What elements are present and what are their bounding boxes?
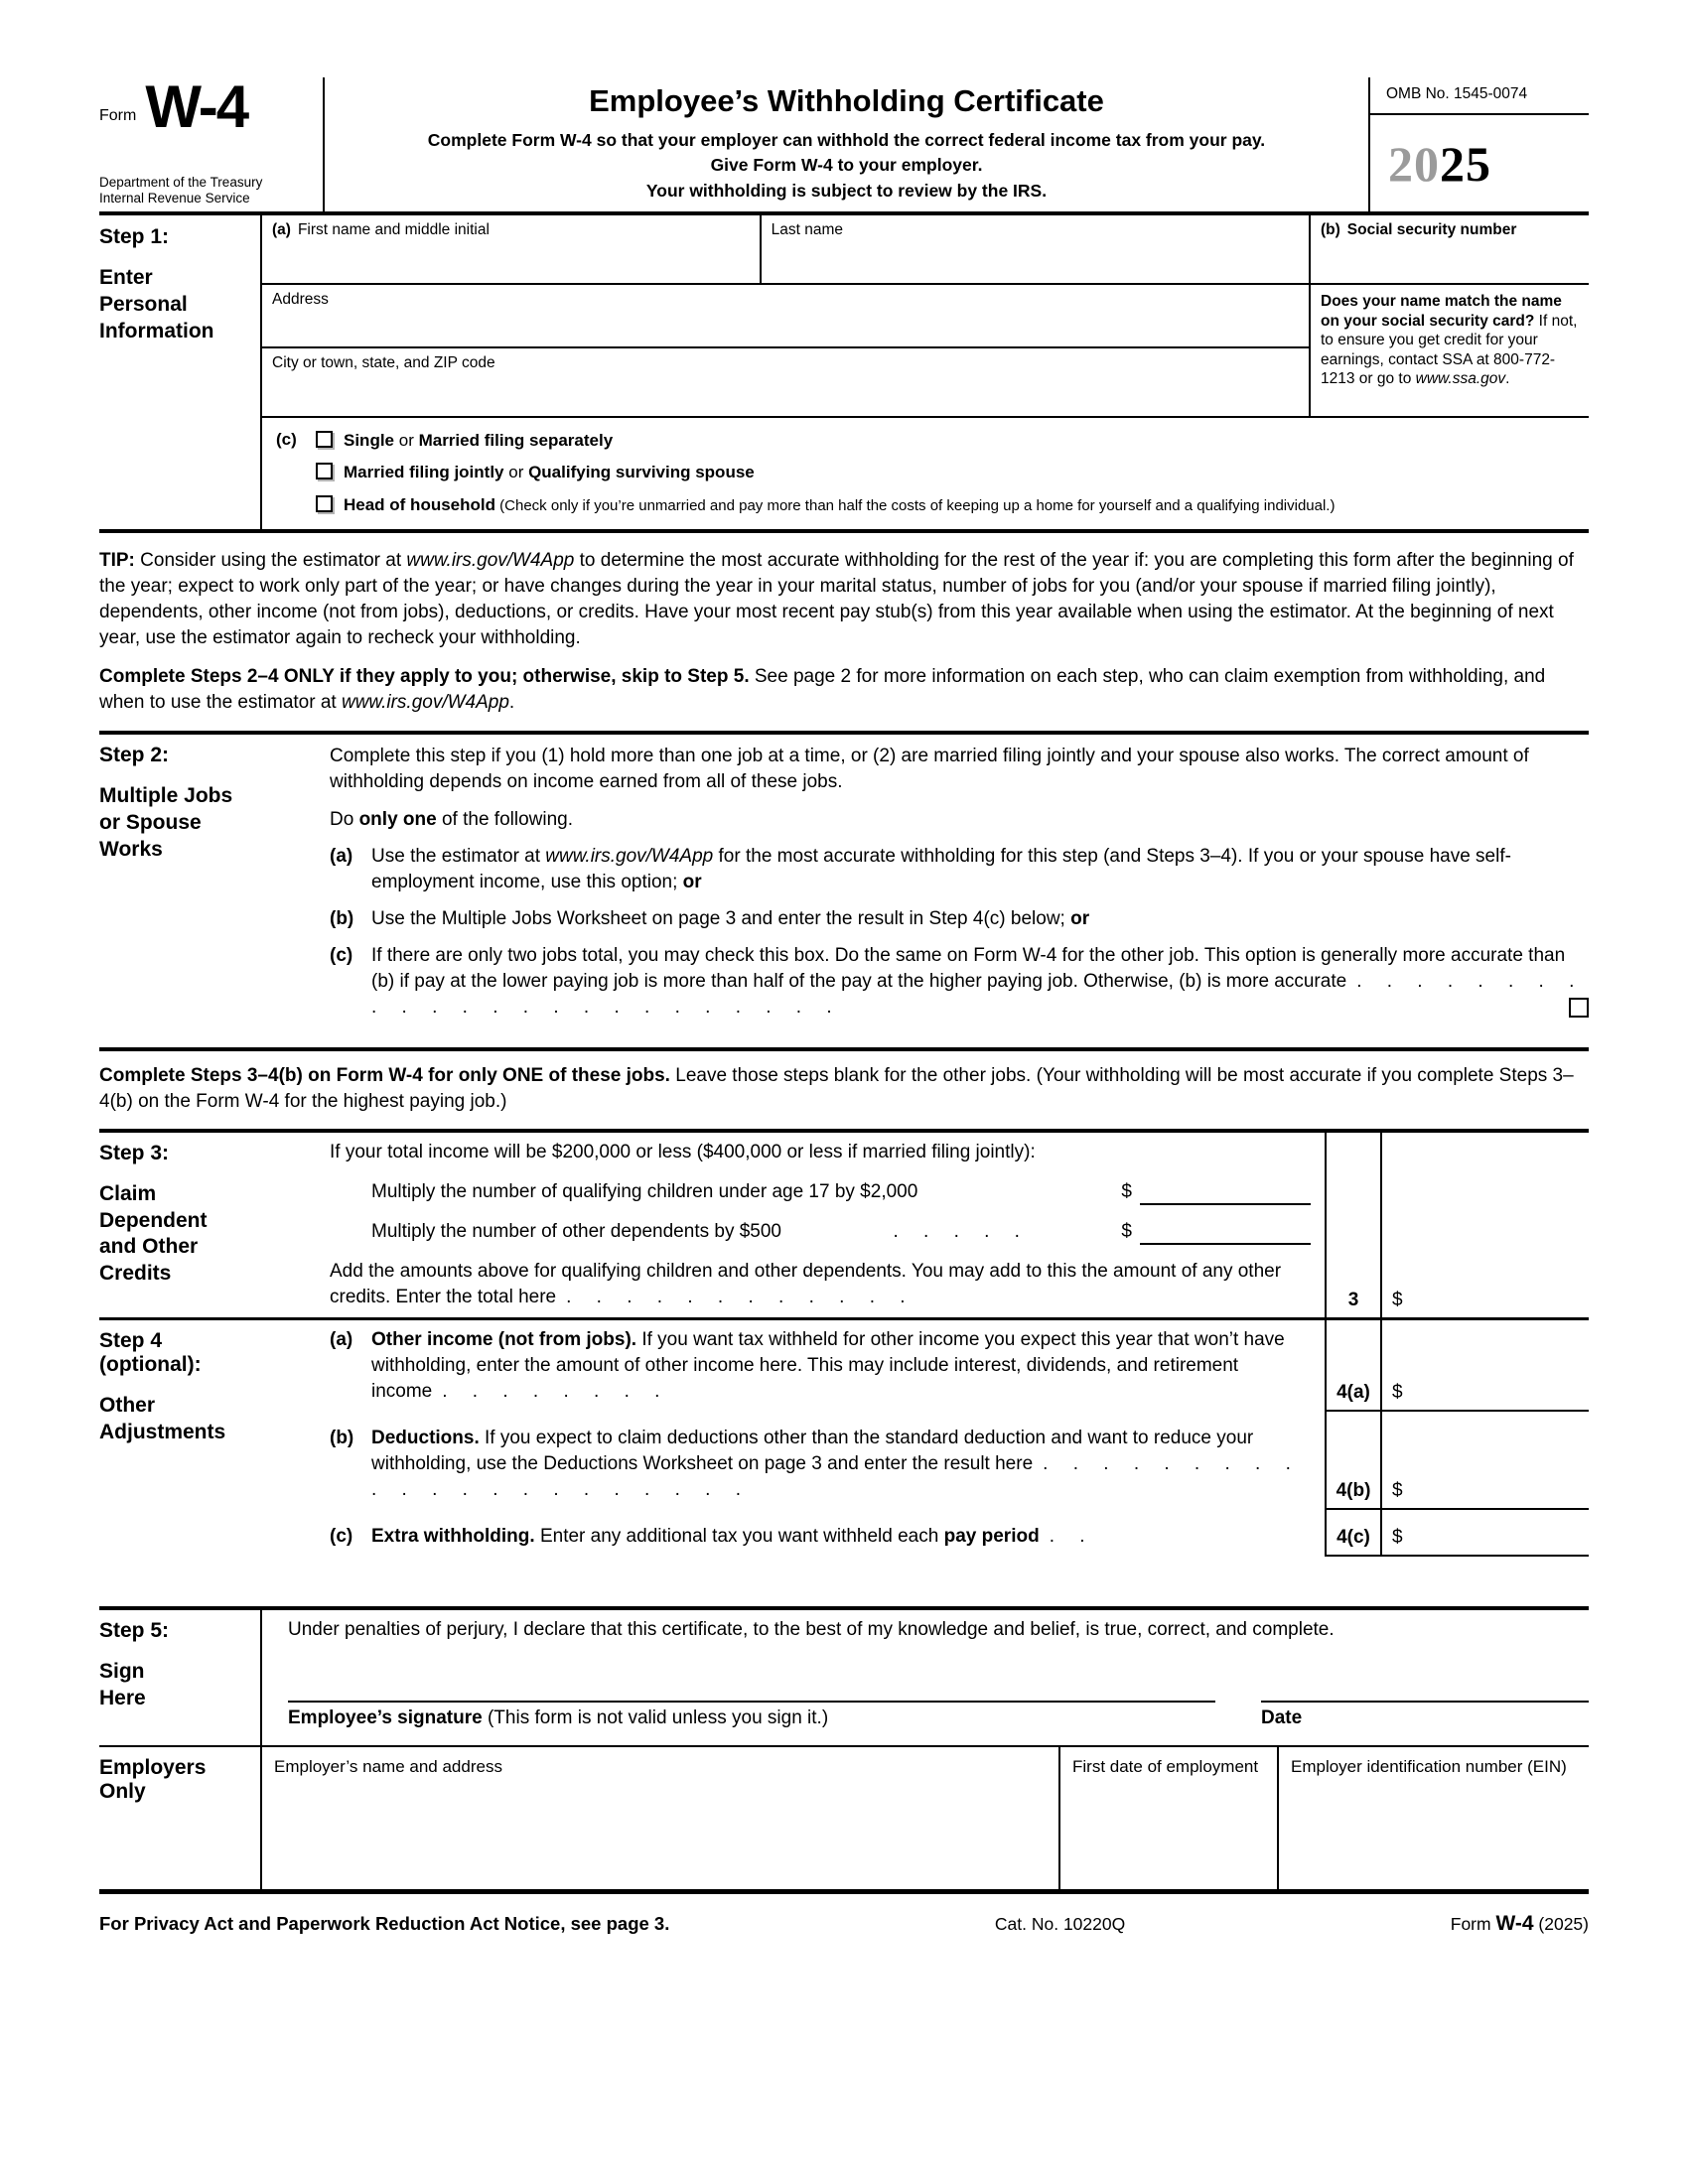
step4-rows bbox=[330, 1320, 1589, 1557]
form-subtitle-3: Your withholding is subject to review by the IRS. bbox=[645, 180, 1048, 201]
steps-3-4b-note bbox=[99, 1047, 1589, 1129]
line-3-number: 3 bbox=[1325, 1252, 1382, 1317]
agency-line-1: Department of the Treasury bbox=[99, 174, 263, 190]
item-c-text: If there are only two jobs total, you may check this box. Do the same on Form W-4 for the other job. This option is generally more accurate than (b) if pay at the lower paying job is more than half of the pay at the higher paying job. Otherwise, (b) is more accurate bbox=[371, 944, 1566, 992]
line-3-amount-field[interactable] bbox=[1382, 1252, 1589, 1317]
step4-c-body: Enter any additional tax you want withheld each bbox=[534, 1525, 944, 1547]
personal-info-fields bbox=[262, 215, 1309, 416]
tip-text-pre: Consider using the estimator at bbox=[134, 550, 407, 572]
step4-b-dot-leader: . . . . . . . . . . . . . . . . . . . . . . bbox=[371, 1452, 1291, 1500]
signature-area[interactable] bbox=[288, 1649, 1215, 1701]
step4-a-text-block bbox=[330, 1320, 1325, 1412]
filing-option-married-jointly-label bbox=[344, 462, 755, 482]
last-name-label: Last name bbox=[771, 221, 844, 239]
employers-only-label-column bbox=[99, 1747, 262, 1889]
step3-section bbox=[99, 1129, 1589, 1320]
name-row bbox=[262, 215, 1309, 285]
line-4b-amount-field[interactable] bbox=[1382, 1412, 1589, 1510]
line-3-currency: $ bbox=[1392, 1289, 1403, 1310]
first-date-of-employment-label: First date of employment bbox=[1072, 1756, 1259, 1776]
filing-option-single bbox=[316, 430, 1589, 451]
step4-title: Other Adjustments bbox=[99, 1393, 226, 1443]
employers-only-section bbox=[99, 1745, 1589, 1894]
step4-row-c bbox=[330, 1510, 1589, 1557]
dependents-credit-row bbox=[330, 1212, 1325, 1252]
step4-b-item bbox=[330, 1426, 1311, 1503]
step2-do-only-one bbox=[330, 807, 1589, 833]
w4app-link-item-a: www.irs.gov/W4App bbox=[545, 845, 714, 867]
children-credit-field[interactable] bbox=[1121, 1179, 1311, 1205]
step2-title: Multiple Jobs or Spouse Works bbox=[99, 784, 233, 862]
footer-form-year: (2025) bbox=[1538, 1913, 1589, 1934]
line-4c-amount-field[interactable] bbox=[1382, 1510, 1589, 1557]
step3-rows bbox=[330, 1133, 1589, 1317]
steps-3-4b-note-text: Leave those steps blank for the other jobs. (Your withholding will be most accurate if you complete Steps 3–4(b) on the Form W-4 for the highest paying job.) bbox=[99, 1064, 1574, 1112]
children-numcell bbox=[1325, 1172, 1382, 1212]
form-number: W-4 bbox=[145, 73, 248, 140]
step2-item-a-text bbox=[371, 844, 1589, 895]
step1-content bbox=[262, 215, 1589, 529]
signature-label-line bbox=[288, 1701, 1215, 1729]
form-id-block bbox=[99, 73, 323, 211]
year-suffix: 25 bbox=[1440, 135, 1491, 192]
line-4a-amount-field[interactable] bbox=[1382, 1320, 1589, 1412]
agency-lines bbox=[99, 175, 317, 206]
step2-item-b-text bbox=[371, 906, 1589, 932]
step4-a-text bbox=[371, 1327, 1311, 1405]
item-c-dot-leader: . . . . . . . . . . . . . . . . . . . . . . . . bbox=[371, 970, 1575, 1018]
two-jobs-checkbox[interactable] bbox=[1569, 998, 1589, 1018]
step3-title: Claim Dependent and Other Credits bbox=[99, 1181, 208, 1286]
step4-a-item bbox=[330, 1327, 1311, 1405]
address-label: Address bbox=[272, 291, 329, 309]
dependents-amtcell bbox=[1382, 1212, 1589, 1252]
step3-total-text-block bbox=[330, 1252, 1325, 1317]
step5-content bbox=[262, 1610, 1589, 1745]
step4-a-tag: (a) bbox=[330, 1328, 353, 1350]
single-label-bold-1: Single bbox=[344, 431, 395, 451]
single-label-regular: or bbox=[394, 431, 419, 451]
form-footer bbox=[99, 1894, 1589, 1954]
step3-total-dot-leader: . . . . . . . . . . . . bbox=[566, 1286, 906, 1307]
step2-label-column bbox=[99, 735, 330, 1030]
line-4b-number: 4(b) bbox=[1325, 1412, 1382, 1510]
signature-note: (This form is not valid unless you sign it.) bbox=[482, 1706, 829, 1728]
step3-row-children bbox=[330, 1172, 1589, 1212]
date-area[interactable] bbox=[1261, 1649, 1589, 1701]
step2-item-a-tag: (a) bbox=[330, 845, 353, 867]
step2-item-c bbox=[330, 943, 1589, 1021]
children-entry-line[interactable] bbox=[1140, 1201, 1311, 1205]
employer-name-address-label: Employer’s name and address bbox=[274, 1756, 502, 1776]
form-title: Employee’s Withholding Certificate bbox=[589, 83, 1104, 118]
head-of-household-checkbox[interactable] bbox=[316, 495, 333, 512]
tip-label: TIP: bbox=[99, 550, 135, 572]
filing-option-head-of-household bbox=[316, 494, 1589, 516]
item-b-text: Use the Multiple Jobs Worksheet on page 3 and enter the result in Step 4(c) below; bbox=[371, 907, 1071, 929]
children-amtcell bbox=[1382, 1172, 1589, 1212]
do-pre: Do bbox=[330, 808, 359, 830]
w4app-link-note: www.irs.gov/W4App bbox=[341, 692, 509, 714]
do-post: of the following. bbox=[436, 808, 574, 830]
ein-label: Employer identification number (EIN) bbox=[1291, 1756, 1567, 1776]
ein-field[interactable] bbox=[1279, 1747, 1589, 1889]
step3-intro-amtcell bbox=[1382, 1133, 1589, 1172]
privacy-act-notice: For Privacy Act and Paperwork Reduction Act Notice, see page 3. bbox=[99, 1912, 670, 1934]
agency-line-2: Internal Revenue Service bbox=[99, 190, 250, 205]
married-label-regular: or bbox=[503, 463, 529, 482]
hoh-label-bold: Head of household bbox=[344, 494, 495, 514]
children-credit-row bbox=[330, 1172, 1325, 1212]
step2-item-c-tag: (c) bbox=[330, 944, 353, 966]
step3-row-intro bbox=[330, 1133, 1589, 1172]
ssa-note-period: . bbox=[1505, 370, 1510, 388]
step2-intro: Complete this step if you (1) hold more than one job at a time, or (2) are married filing jointly and your spouse also works. The correct amount of withholding depends on income earned from all of these jobs. bbox=[330, 746, 1529, 793]
item-a-post: for the most accurate withholding for this step (and Steps 3–4). If you or your spouse have self-employment income, use this option; bbox=[371, 845, 1511, 892]
ssa-note-text: If not, to ensure you get credit for your earnings, contact SSA at 800-772-1213 or go to bbox=[1321, 312, 1578, 388]
step4-a-bold: Other income (not from jobs). bbox=[371, 1328, 637, 1350]
ssn-tag: (b) bbox=[1321, 221, 1340, 239]
step4-row-a bbox=[330, 1320, 1589, 1412]
step3-label-column bbox=[99, 1133, 330, 1317]
ssn-field[interactable] bbox=[1311, 215, 1589, 285]
single-label-bold-2: Married filing separately bbox=[418, 431, 614, 451]
step4-c-text bbox=[371, 1524, 1311, 1550]
step4-c-item bbox=[330, 1524, 1311, 1550]
steps-3-4b-note-bold: Complete Steps 3–4(b) on Form W-4 for only ONE of these jobs. bbox=[99, 1064, 670, 1086]
hoh-label-note: (Check only if you’re unmarried and pay more than half the costs of keeping up a home for yourself and a qualifying individual.) bbox=[495, 496, 1336, 514]
step2-section bbox=[99, 731, 1589, 1046]
catalog-number: Cat. No. 10220Q bbox=[994, 1913, 1126, 1934]
employer-name-address-field[interactable] bbox=[262, 1747, 1060, 1889]
line-4a-currency: $ bbox=[1392, 1381, 1403, 1403]
filing-status-tag: (c) bbox=[276, 430, 297, 450]
step1-title: Enter Personal Information bbox=[99, 266, 214, 342]
first-name-tag: (a) bbox=[272, 221, 291, 239]
signature-label: Employee’s signature bbox=[288, 1706, 483, 1728]
dependents-dot-leader: . . . . . bbox=[893, 1220, 1020, 1242]
step4-a-body: If you want tax withheld for other income you expect this year that won’t have withholding, enter the amount of other income here. This may include interest, dividends, and retirement income bbox=[371, 1328, 1285, 1402]
ssa-note bbox=[1311, 285, 1589, 396]
step5-section bbox=[99, 1606, 1589, 1745]
signature-column bbox=[288, 1649, 1215, 1729]
first-date-of-employment-field[interactable] bbox=[1060, 1747, 1279, 1889]
form-subtitle-1: Complete Form W-4 so that your employer can withhold the correct federal income tax from your pay. bbox=[427, 130, 1266, 150]
children-credit-text: Multiply the number of qualifying children under age 17 by $2,000 bbox=[371, 1180, 918, 1202]
step5-title: Sign Here bbox=[99, 1659, 146, 1709]
married-label-bold-1: Married filing jointly bbox=[344, 463, 504, 482]
footer-form-number: W-4 bbox=[1495, 1911, 1534, 1935]
ssn-label: Social security number bbox=[1346, 221, 1517, 239]
ssa-gov-link: www.ssa.gov bbox=[1415, 370, 1506, 388]
step1-label-column bbox=[99, 215, 262, 529]
steps-2-4-note-period: . bbox=[508, 692, 515, 714]
ssn-note-column bbox=[1309, 215, 1589, 416]
step5-label-column bbox=[99, 1610, 262, 1745]
step2-item-a bbox=[330, 844, 1589, 895]
step4-section bbox=[99, 1320, 1589, 1557]
married-jointly-checkbox[interactable] bbox=[316, 463, 333, 479]
step4-c-bold-2: pay period bbox=[943, 1525, 1040, 1547]
form-id-row bbox=[99, 73, 317, 140]
filing-option-single-label bbox=[344, 430, 613, 451]
item-a-pre: Use the estimator at bbox=[371, 845, 546, 867]
filing-status-options bbox=[316, 430, 1589, 515]
step4-b-bold: Deductions. bbox=[371, 1427, 480, 1448]
step4-label: Step 4 (optional): bbox=[99, 1328, 202, 1376]
filing-status-group bbox=[262, 418, 1589, 529]
dependents-numcell bbox=[1325, 1212, 1382, 1252]
omb-number: OMB No. 1545-0074 bbox=[1370, 77, 1589, 115]
footer-form-id bbox=[1451, 1912, 1589, 1936]
date-column bbox=[1261, 1649, 1589, 1729]
filing-option-married-jointly bbox=[316, 462, 1589, 482]
dependents-entry-line[interactable] bbox=[1140, 1241, 1311, 1245]
date-label: Date bbox=[1261, 1701, 1589, 1729]
footer-form-word: Form bbox=[1450, 1913, 1491, 1934]
item-a-or: or bbox=[682, 871, 702, 892]
step4-c-tag: (c) bbox=[330, 1525, 353, 1547]
w4app-link-tip: www.irs.gov/W4App bbox=[406, 550, 575, 572]
steps-2-4-note-text: See page 2 for more information on each step, who can claim exemption from withholding, and when to use the estimator at bbox=[99, 666, 1546, 714]
step1-label: Step 1: bbox=[99, 225, 170, 249]
steps-2-4-note bbox=[99, 664, 1589, 716]
step2-item-b bbox=[330, 906, 1589, 932]
line-4b-currency: $ bbox=[1392, 1479, 1403, 1501]
married-label-bold-2: Qualifying surviving spouse bbox=[528, 463, 755, 482]
tip-text-post: to determine the most accurate withholding for the rest of the year if: you are completing this form after the beginning of the year; expect to work only part of the year; or have changes during the year in your marital status, number of jobs for you (and/or your spouse if married filing jointly), dependents, other income (not from jobs), deductions, or credits. Have your most recent pay stub(s) from this year available when using the estimator. At the beginning of next year, use the estimator again to recheck your withholding. bbox=[99, 550, 1574, 649]
step4-b-body: If you expect to claim deductions other than the standard deduction and want to reduce your withholding, use the Deductions Worksheet on page 3 and enter the result here bbox=[371, 1427, 1254, 1474]
form-word: Form bbox=[99, 107, 137, 124]
city-state-zip-field[interactable] bbox=[262, 348, 1309, 416]
address-field[interactable] bbox=[262, 285, 1309, 348]
perjury-statement: Under penalties of perjury, I declare that this certificate, to the best of my knowledge and belief, is true, correct, and complete. bbox=[288, 1618, 1335, 1640]
step3-total-text: Add the amounts above for qualifying children and other dependents. You may add to this the amount of any other credits. Enter the total here bbox=[330, 1260, 1282, 1307]
step3-row-total bbox=[330, 1252, 1589, 1317]
step3-row-dependents bbox=[330, 1212, 1589, 1252]
step2-item-b-tag: (b) bbox=[330, 907, 354, 929]
step4-c-dot-leader: . . bbox=[1049, 1525, 1085, 1547]
step2-content bbox=[330, 735, 1589, 1030]
step4-c-text-block bbox=[330, 1510, 1325, 1557]
steps-2-4-note-bold: Complete Steps 2–4 ONLY if they apply to you; otherwise, skip to Step 5. bbox=[99, 666, 750, 688]
filing-option-hoh-label bbox=[344, 494, 1335, 516]
omb-year-block bbox=[1370, 77, 1589, 211]
step4-label-column bbox=[99, 1320, 330, 1557]
form-year-badge bbox=[1370, 115, 1589, 211]
city-label: City or town, state, and ZIP code bbox=[272, 354, 495, 372]
step4-b-tag: (b) bbox=[330, 1427, 354, 1448]
step4-b-text bbox=[371, 1426, 1311, 1503]
year-prefix: 20 bbox=[1388, 135, 1440, 192]
personal-info-grid bbox=[262, 215, 1589, 418]
line-4c-currency: $ bbox=[1392, 1526, 1403, 1548]
item-b-or: or bbox=[1070, 907, 1090, 929]
step4-c-bold: Extra withholding. bbox=[371, 1525, 535, 1547]
ssa-note-bold: Does your name match the name on your social security card? bbox=[1321, 293, 1562, 330]
dependents-credit-text: Multiply the number of other dependents by $500 bbox=[371, 1220, 781, 1242]
step4-a-dot-leader: . . . . . . . . bbox=[442, 1380, 660, 1402]
dependents-currency: $ bbox=[1121, 1220, 1132, 1242]
step2-label: Step 2: bbox=[99, 744, 170, 767]
dependents-credit-field[interactable] bbox=[1121, 1219, 1311, 1245]
step2-item-c-text bbox=[371, 943, 1589, 1021]
step4-row-b bbox=[330, 1412, 1589, 1510]
line-4c-number: 4(c) bbox=[1325, 1510, 1382, 1557]
step3-label: Step 3: bbox=[99, 1141, 170, 1164]
line-4a-number: 4(a) bbox=[1325, 1320, 1382, 1412]
single-checkbox[interactable] bbox=[316, 431, 333, 448]
do-bold: only one bbox=[358, 808, 437, 830]
last-name-field[interactable] bbox=[760, 215, 1309, 283]
step3-intro: If your total income will be $200,000 or less ($400,000 or less if married filing jointly): bbox=[330, 1141, 1036, 1162]
tip-paragraph bbox=[99, 548, 1589, 651]
first-name-label: First name and middle initial bbox=[297, 221, 490, 239]
children-currency: $ bbox=[1121, 1180, 1132, 1202]
form-header bbox=[99, 73, 1589, 215]
step5-label: Step 5: bbox=[99, 1618, 170, 1642]
step1-section bbox=[99, 215, 1589, 533]
employers-only-label: Employers Only bbox=[99, 1755, 207, 1803]
first-name-field[interactable] bbox=[262, 215, 760, 283]
signature-row bbox=[288, 1649, 1589, 1729]
form-subtitle-2: Give Form W-4 to your employer. bbox=[710, 155, 983, 176]
step3-intro-numcell bbox=[1325, 1133, 1382, 1172]
step4-b-text-block bbox=[330, 1412, 1325, 1510]
form-title-block bbox=[323, 77, 1370, 211]
